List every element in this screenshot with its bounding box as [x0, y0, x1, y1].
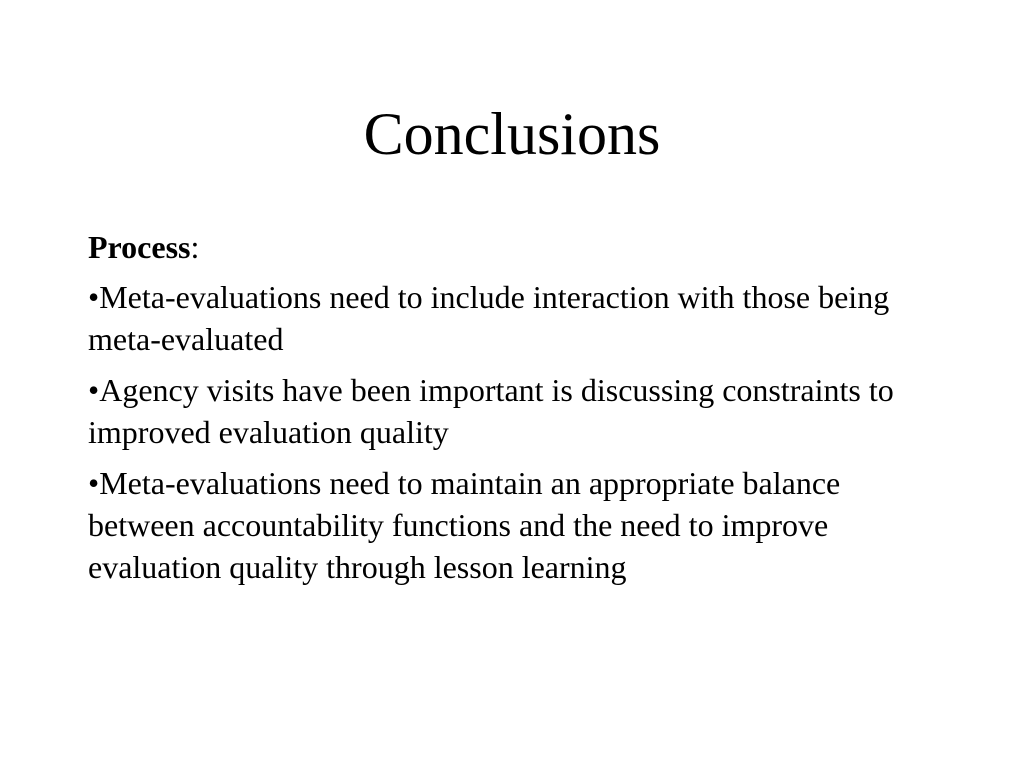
section-heading	[88, 226, 908, 268]
section-heading-colon: :	[190, 229, 200, 265]
section-heading-label: Process	[88, 229, 191, 265]
slide-title: Conclusions	[363, 101, 661, 167]
bullet-item: •Agency visits have been important is discussing constraints to improved evaluation quality	[88, 372, 894, 450]
bullet-item: •Meta-evaluations need to maintain an appropriate balance between accountability functions and the need to improve evaluation quality through lesson learning	[88, 465, 841, 585]
bullet-item: •Meta-evaluations need to include interaction with those being meta-evaluated	[88, 279, 890, 357]
slide-body	[88, 226, 908, 597]
